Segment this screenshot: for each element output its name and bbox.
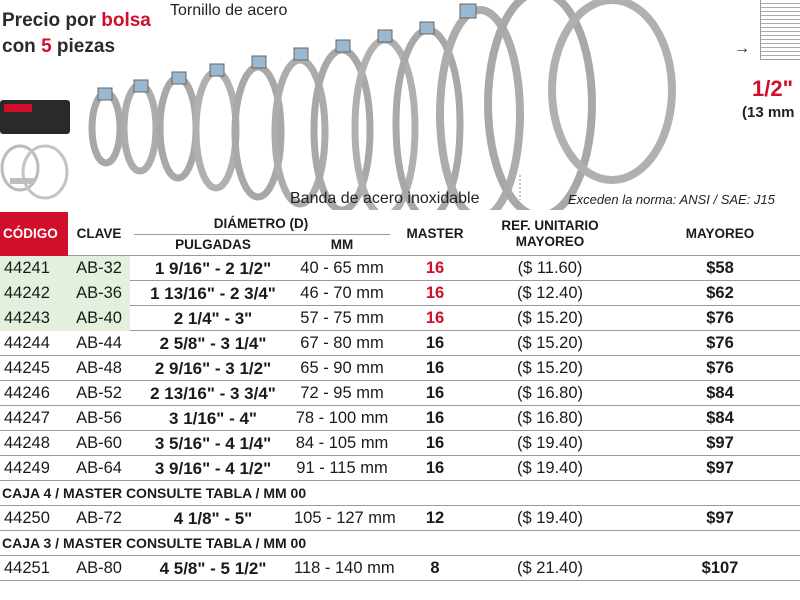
cell-mayoreo: $107 (701, 559, 739, 577)
cell-codigo: 44247 (4, 409, 50, 427)
promo-piezas: piezas (51, 36, 116, 57)
header-master: MASTER (406, 226, 464, 241)
cell-mm: 72 - 95 mm (300, 384, 384, 402)
header-clave: CLAVE (76, 226, 122, 241)
cell-codigo: 44246 (4, 384, 50, 402)
cell-ref: ($ 15.20) (516, 359, 584, 377)
label-screw: Tornillo de acero (170, 2, 288, 19)
cell-ref: ($ 15.20) (516, 309, 584, 327)
table-row (0, 431, 800, 456)
cell-clave: AB-40 (68, 306, 130, 331)
cell-clave: AB-48 (76, 359, 122, 377)
cell-master: 16 (425, 434, 445, 452)
cell-pulgadas: 1 13/16" - 2 3/4" (150, 284, 276, 303)
cell-master: 16 (425, 259, 445, 277)
label-band: Banda de acero inoxidable (290, 190, 480, 207)
cell-mm: 118 - 140 mm (294, 559, 395, 577)
table-row (0, 281, 800, 306)
cell-clave: AB-52 (76, 384, 122, 402)
band-width-inch: 1/2" (752, 76, 794, 101)
header-pulgadas: PULGADAS (175, 237, 251, 252)
promo-bolsa: bolsa (101, 10, 151, 31)
cell-mayoreo: $62 (706, 284, 734, 302)
cell-codigo: 44241 (0, 256, 68, 281)
cell-ref: ($ 19.40) (516, 434, 584, 452)
promo-line1: Precio por (2, 10, 102, 31)
product-image (0, 0, 800, 210)
cell-clave: AB-44 (76, 334, 122, 352)
cell-master: 12 (425, 509, 445, 527)
cell-ref: ($ 15.20) (516, 334, 584, 352)
header-codigo: CÓDIGO (0, 212, 68, 256)
header-divider (134, 234, 390, 235)
cell-ref: ($ 12.40) (516, 284, 584, 302)
table-row (0, 306, 800, 331)
cell-clave: AB-72 (76, 509, 122, 527)
cell-pulgadas: 3 1/16" - 4" (169, 409, 257, 428)
cell-mm: 40 - 65 mm (300, 259, 384, 277)
cell-codigo: 44243 (0, 306, 68, 331)
promo-count: 5 (41, 36, 52, 57)
cell-pulgadas: 2 9/16" - 3 1/2" (154, 359, 272, 378)
norm-text: Exceden la norma: ANSI / SAE: J15 (568, 192, 775, 207)
header-mayoreo: MAYOREO (685, 226, 755, 241)
cell-master: 16 (425, 409, 445, 427)
cell-ref: ($ 19.40) (516, 509, 584, 527)
cell-clave: AB-32 (68, 256, 130, 281)
cell-codigo: 44249 (4, 459, 50, 477)
cell-pulgadas: 1 9/16" - 2 1/2" (154, 259, 272, 278)
band-width-mm: (13 mm (742, 104, 795, 121)
cell-mayoreo: $97 (706, 434, 734, 452)
cell-pulgadas: 3 5/16" - 4 1/4" (154, 434, 272, 453)
cell-mm: 65 - 90 mm (300, 359, 384, 377)
table-row (0, 331, 800, 356)
cell-master: 8 (430, 559, 440, 577)
section-caja3: CAJA 3 / MASTER CONSULTE TABLA / MM 00 (0, 531, 800, 556)
cell-mm: 78 - 100 mm (295, 409, 389, 427)
cell-mayoreo: $76 (706, 334, 734, 352)
cell-mm: 67 - 80 mm (300, 334, 384, 352)
arrow-icon: → (734, 40, 750, 57)
table-row (0, 506, 800, 531)
cell-clave: AB-56 (76, 409, 122, 427)
cell-clave: AB-80 (76, 559, 122, 577)
cell-master: 16 (425, 384, 445, 402)
table-row (0, 381, 800, 406)
cell-codigo: 44251 (4, 559, 50, 577)
price-table (0, 212, 800, 581)
cell-codigo: 44250 (4, 509, 50, 527)
table-row (0, 456, 800, 481)
cell-mm: 57 - 75 mm (300, 309, 384, 327)
cell-master: 16 (425, 284, 445, 302)
promo-line2: con (2, 36, 42, 57)
cell-pulgadas: 4 1/8" - 5" (173, 509, 253, 528)
cell-pulgadas: 4 5/8" - 5 1/2" (159, 559, 267, 578)
header-ref-line2: MAYOREO (515, 234, 585, 249)
cell-codigo: 44244 (4, 334, 50, 352)
product-header (0, 0, 800, 210)
table-body (0, 256, 800, 481)
table-row (0, 556, 800, 581)
cell-ref: ($ 16.80) (516, 409, 584, 427)
cell-pulgadas: 2 1/4" - 3" (173, 309, 253, 328)
cell-ref: ($ 19.40) (516, 459, 584, 477)
cell-mayoreo: $97 (706, 509, 734, 527)
cell-codigo: 44245 (4, 359, 50, 377)
table-row (0, 256, 800, 281)
cell-mm: 84 - 105 mm (295, 434, 389, 452)
cell-mayoreo: $76 (706, 309, 734, 327)
package-thumbnail (0, 100, 70, 198)
header-diametro: DIÁMETRO (D) (213, 216, 309, 231)
cell-master: 16 (425, 309, 445, 327)
cell-pulgadas: 2 13/16" - 3 3/4" (150, 384, 276, 403)
cell-clave: AB-60 (76, 434, 122, 452)
cell-clave: AB-36 (68, 281, 130, 306)
table-row (0, 406, 800, 431)
cell-pulgadas: 2 5/8" - 3 1/4" (159, 334, 267, 353)
cell-mayoreo: $58 (706, 259, 734, 277)
table-header (0, 212, 800, 256)
cell-mayoreo: $84 (706, 409, 734, 427)
cell-master: 16 (425, 359, 445, 377)
cell-ref: ($ 16.80) (516, 384, 584, 402)
cell-pulgadas: 3 9/16" - 4 1/2" (154, 459, 272, 478)
cell-codigo: 44242 (0, 281, 68, 306)
cell-codigo: 44248 (4, 434, 50, 452)
section-caja4: CAJA 4 / MASTER CONSULTE TABLA / MM 00 (0, 481, 800, 506)
cell-clave: AB-64 (76, 459, 122, 477)
cell-mm: 105 - 127 mm (294, 509, 396, 527)
cell-mayoreo: $97 (706, 459, 734, 477)
cell-mayoreo: $84 (706, 384, 734, 402)
table-row (0, 356, 800, 381)
header-ref-line1: REF. UNITARIO (501, 218, 599, 233)
cell-mm: 46 - 70 mm (300, 284, 384, 302)
cell-ref: ($ 11.60) (517, 259, 583, 277)
header-mm: MM (330, 237, 354, 252)
cell-master: 16 (425, 334, 445, 352)
header-ref (490, 218, 610, 250)
cell-master: 16 (425, 459, 445, 477)
clamp-detail-image (760, 0, 800, 60)
cell-ref: ($ 21.40) (516, 559, 584, 577)
cell-mayoreo: $76 (706, 359, 734, 377)
cell-mm: 91 - 115 mm (296, 459, 388, 477)
